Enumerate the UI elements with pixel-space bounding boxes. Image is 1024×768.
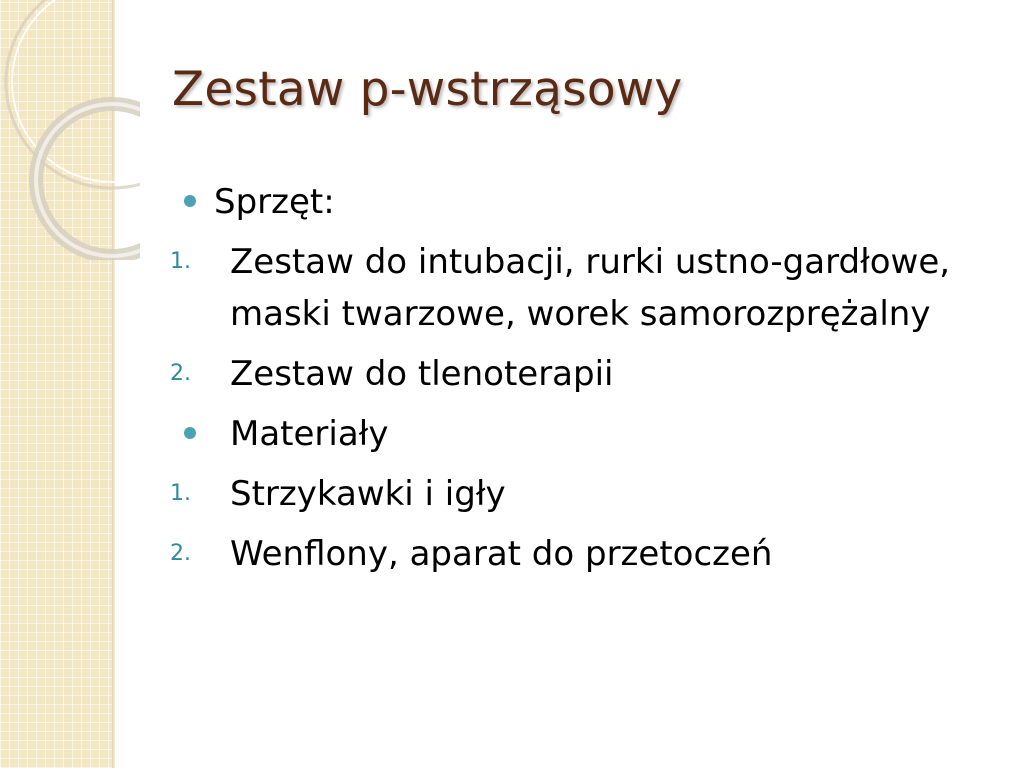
list-item-number: 2. [170, 541, 191, 566]
list-item-number: 1. [170, 249, 191, 274]
list-item-text: Zestaw do tlenoterapii [230, 354, 614, 394]
list-item-text: Wenflony, aparat do przetoczeń [230, 534, 773, 574]
list-item [160, 236, 980, 340]
list-item [160, 348, 980, 400]
list-item-text: Zestaw do intubacji, rurki ustno-gardłowe, maski twarzowe, worek samorozprężalny [230, 242, 951, 334]
bullet-dot-icon [184, 195, 196, 207]
decorative-rings-icon [0, 0, 140, 260]
list-item-text: Sprzęt: [214, 182, 335, 222]
slide-content [160, 176, 980, 580]
bullet-dot-icon [184, 427, 196, 439]
list-item-number: 2. [170, 361, 191, 386]
list-item-number: 1. [170, 481, 191, 506]
slide-title: Zestaw p-wstrząsowy [172, 62, 683, 117]
list-item-text: Materiały [230, 414, 389, 454]
list-item [160, 468, 980, 520]
list-item [160, 528, 980, 580]
list-item [160, 408, 980, 460]
list-item-text: Strzykawki i igły [230, 474, 506, 514]
list-item [160, 176, 980, 228]
